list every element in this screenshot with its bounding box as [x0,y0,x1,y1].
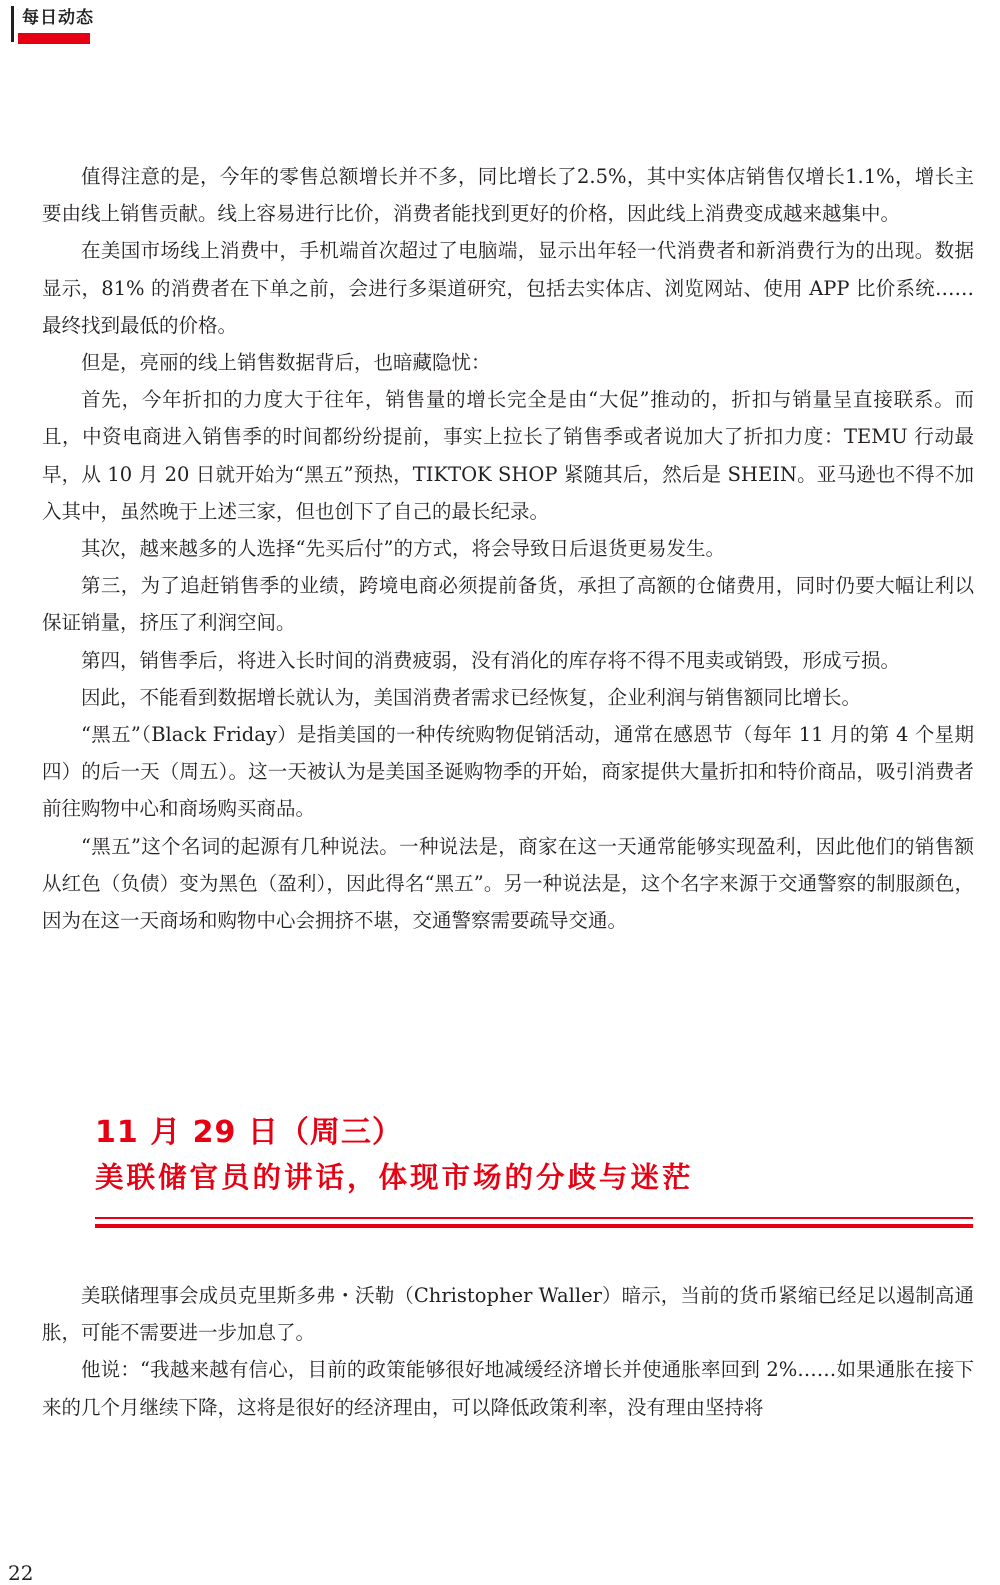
section-heading [95,1112,975,1198]
header-vertical-bar [11,6,14,42]
page-header [0,0,100,46]
heading-rule-thin [95,1217,973,1219]
paragraph: 但是，亮丽的线上销售数据背后，也暗藏隐忧： [81,351,491,375]
paragraph: “黑五”（Black Friday）是指美国的一种传统购物促销活动，通常在感恩节（每年 11 月的第 4 个星期四）的后一天（周五）。这一天被认为是美国圣诞购物季的开始，商家提供大量折扣和特价商品，吸引消费者前往购物中心和商场购买商品。 [42,723,974,821]
paragraph: 值得注意的是，今年的零售总额增长并不多，同比增长了2.5%，其中实体店销售仅增长1.1%，增长主要由线上销售贡献。线上容易进行比价，消费者能找到更好的价格，因此线上消费变成越来越集中。 [42,165,974,226]
page-number: 22 [8,1561,34,1585]
paragraph: 美联储理事会成员克里斯多弗・沃勒（Christopher Waller）暗示，当前的货币紧缩已经足以遏制高通胀，可能不需要进一步加息了。 [42,1284,974,1345]
article-body [42,158,974,939]
section-date: 11 月 29 日（周三） [95,1115,403,1150]
paragraph: 首先，今年折扣的力度大于往年，销售量的增长完全是由“大促”推动的，折扣与销量呈直接联系。而且，中资电商进入销售季的时间都纷纷提前，事实上拉长了销售季或者说加大了折扣力度：TEMU 行动最早，从 10 月 20 日就开始为“黑五”预热，TIKTOK SHOP 紧随其后，然后是 SHEIN。亚马逊也不得不加入其中，虽然晚于上述三家，但也创下了自己的最长纪录。 [42,388,974,523]
paragraph: 第四，销售季后，将进入长时间的消费疲弱，没有消化的库存将不得不甩卖或销毁，形成亏损。 [81,648,901,672]
section-body [42,1277,974,1426]
section-label: 每日动态 [22,8,94,28]
paragraph: 第三，为了追赶销售季的业绩，跨境电商必须提前备货，承担了高额的仓储费用，同时仍要大幅让利以保证销量，挤压了利润空间。 [42,574,974,635]
paragraph: 他说：“我越来越有信心，目前的政策能够很好地减缓经济增长并使通胀率回到 2%……如果通胀在接下来的几个月继续下降，这将是很好的经济理由，可以降低政策利率，没有理由坚持将 [42,1358,974,1419]
heading-rule-thick [95,1224,973,1228]
header-red-block [18,33,90,44]
paragraph: 因此，不能看到数据增长就认为，美国消费者需求已经恢复，企业利润与销售额同比增长。 [81,685,862,709]
section-title: 美联储官员的讲话，体现市场的分歧与迷茫 [95,1161,694,1194]
paragraph: 其次，越来越多的人选择“先买后付”的方式，将会导致日后退货更易发生。 [81,537,725,561]
paragraph: 在美国市场线上消费中，手机端首次超过了电脑端，显示出年轻一代消费者和新消费行为的出现。数据显示，81% 的消费者在下单之前，会进行多渠道研究，包括去实体店、浏览网站、使用 APP 比价系统……最终找到最低的价格。 [42,239,974,337]
paragraph: “黑五”这个名词的起源有几种说法。一种说法是，商家在这一天通常能够实现盈利，因此他们的销售额从红色（负债）变为黑色（盈利），因此得名“黑五”。另一种说法是，这个名字来源于交通警察的制服颜色，因为在这一天商场和购物中心会拥挤不堪，交通警察需要疏导交通。 [42,834,974,933]
